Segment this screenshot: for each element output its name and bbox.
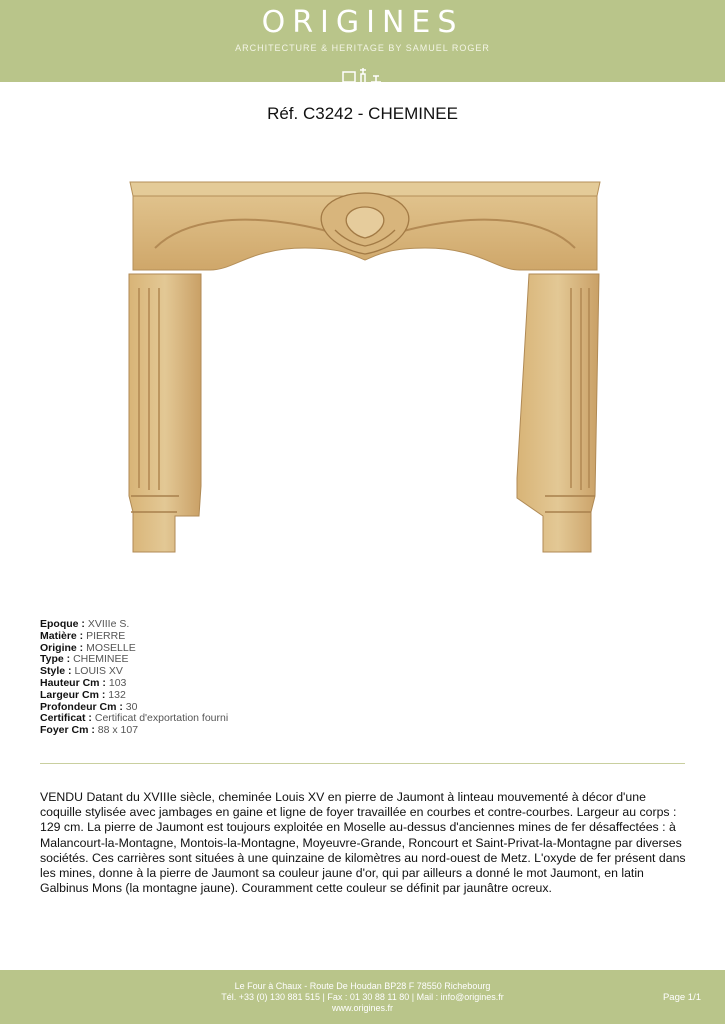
footer-address: Le Four à Chaux - Route De Houdan BP28 F 78550 Richebourg xyxy=(234,981,491,991)
spec-value: 88 x 107 xyxy=(97,724,139,737)
spec-label: Largeur Cm : xyxy=(40,688,106,701)
brand-logo: ORIGINES xyxy=(261,5,464,40)
spec-value: MOSELLE xyxy=(86,641,136,654)
spec-value: LOUIS XV xyxy=(74,665,123,678)
spec-label: Matière : xyxy=(40,629,84,642)
spec-value: 103 xyxy=(108,676,127,689)
spec-value: XVIIIe S. xyxy=(87,618,130,630)
spec-label: Type : xyxy=(40,653,71,666)
product-description: VENDU Datant du XVIIIe siècle, cheminée Louis XV en pierre de Jaumont à linteau mouvementé à décor d'une coquille stylisée avec jambages en gaine et ligne de foyer travaillée en courbes et contre-courbes. Largeur au corps : 129 cm. La pierre de Jaumont est toujours exploitée en Moselle au-dessus d'anciennes mines de fer désaffectées : à Malancourt-la-Montagne, Montois-la-Montagne, Moyeuvre-Grande, Roncourt et Saint-Privat-la-Montagne par diverses sociétés. Ces carrières sont situées à une quinzaine de kilomètres au nord-ouest de Metz. L'oxyde de fer présent dans les mines, donne à la pierre de Jaumont sa couleur jaune d'or, qui par ailleurs a donné le mot Jaumont, en latin Galbinus Mons (la montagne jaune). Couramment cette couleur se définit par jaunâtre ocreux. xyxy=(40,790,686,896)
footer-band xyxy=(0,970,725,1024)
spec-value: 30 xyxy=(125,700,138,713)
fireplace-emblem-icon xyxy=(341,64,385,84)
footer-contact-block xyxy=(0,981,725,1014)
spec-label: Epoque : xyxy=(40,618,85,630)
spec-row-foyer xyxy=(40,725,228,737)
spec-label: Origine : xyxy=(40,641,84,654)
spec-label: Hauteur Cm : xyxy=(40,676,106,689)
header-band xyxy=(0,0,725,82)
spec-value: Certificat d'exportation fourni xyxy=(94,712,229,725)
spec-value: PIERRE xyxy=(86,629,126,642)
spec-label: Certificat : xyxy=(40,712,92,725)
spec-label: Foyer Cm : xyxy=(40,724,95,737)
spec-value: CHEMINEE xyxy=(73,653,129,666)
fireplace-photo xyxy=(125,178,605,558)
spec-value: 132 xyxy=(108,688,126,701)
spec-label: Profondeur Cm : xyxy=(40,700,123,713)
spec-list xyxy=(40,619,228,737)
footer-website[interactable]: www.origines.fr xyxy=(331,1003,394,1013)
spec-label: Style : xyxy=(40,665,72,678)
footer-contact: Tél. +33 (0) 130 881 515 | Fax : 01 30 88 11 80 | Mail : info@origines.fr xyxy=(221,992,504,1002)
section-divider xyxy=(40,763,685,764)
page-number: Page 1/1 xyxy=(662,992,701,1003)
page-title: Réf. C3242 - CHEMINEE xyxy=(267,104,458,123)
brand-tagline: ARCHITECTURE & HERITAGE BY SAMUEL ROGER xyxy=(235,43,490,53)
